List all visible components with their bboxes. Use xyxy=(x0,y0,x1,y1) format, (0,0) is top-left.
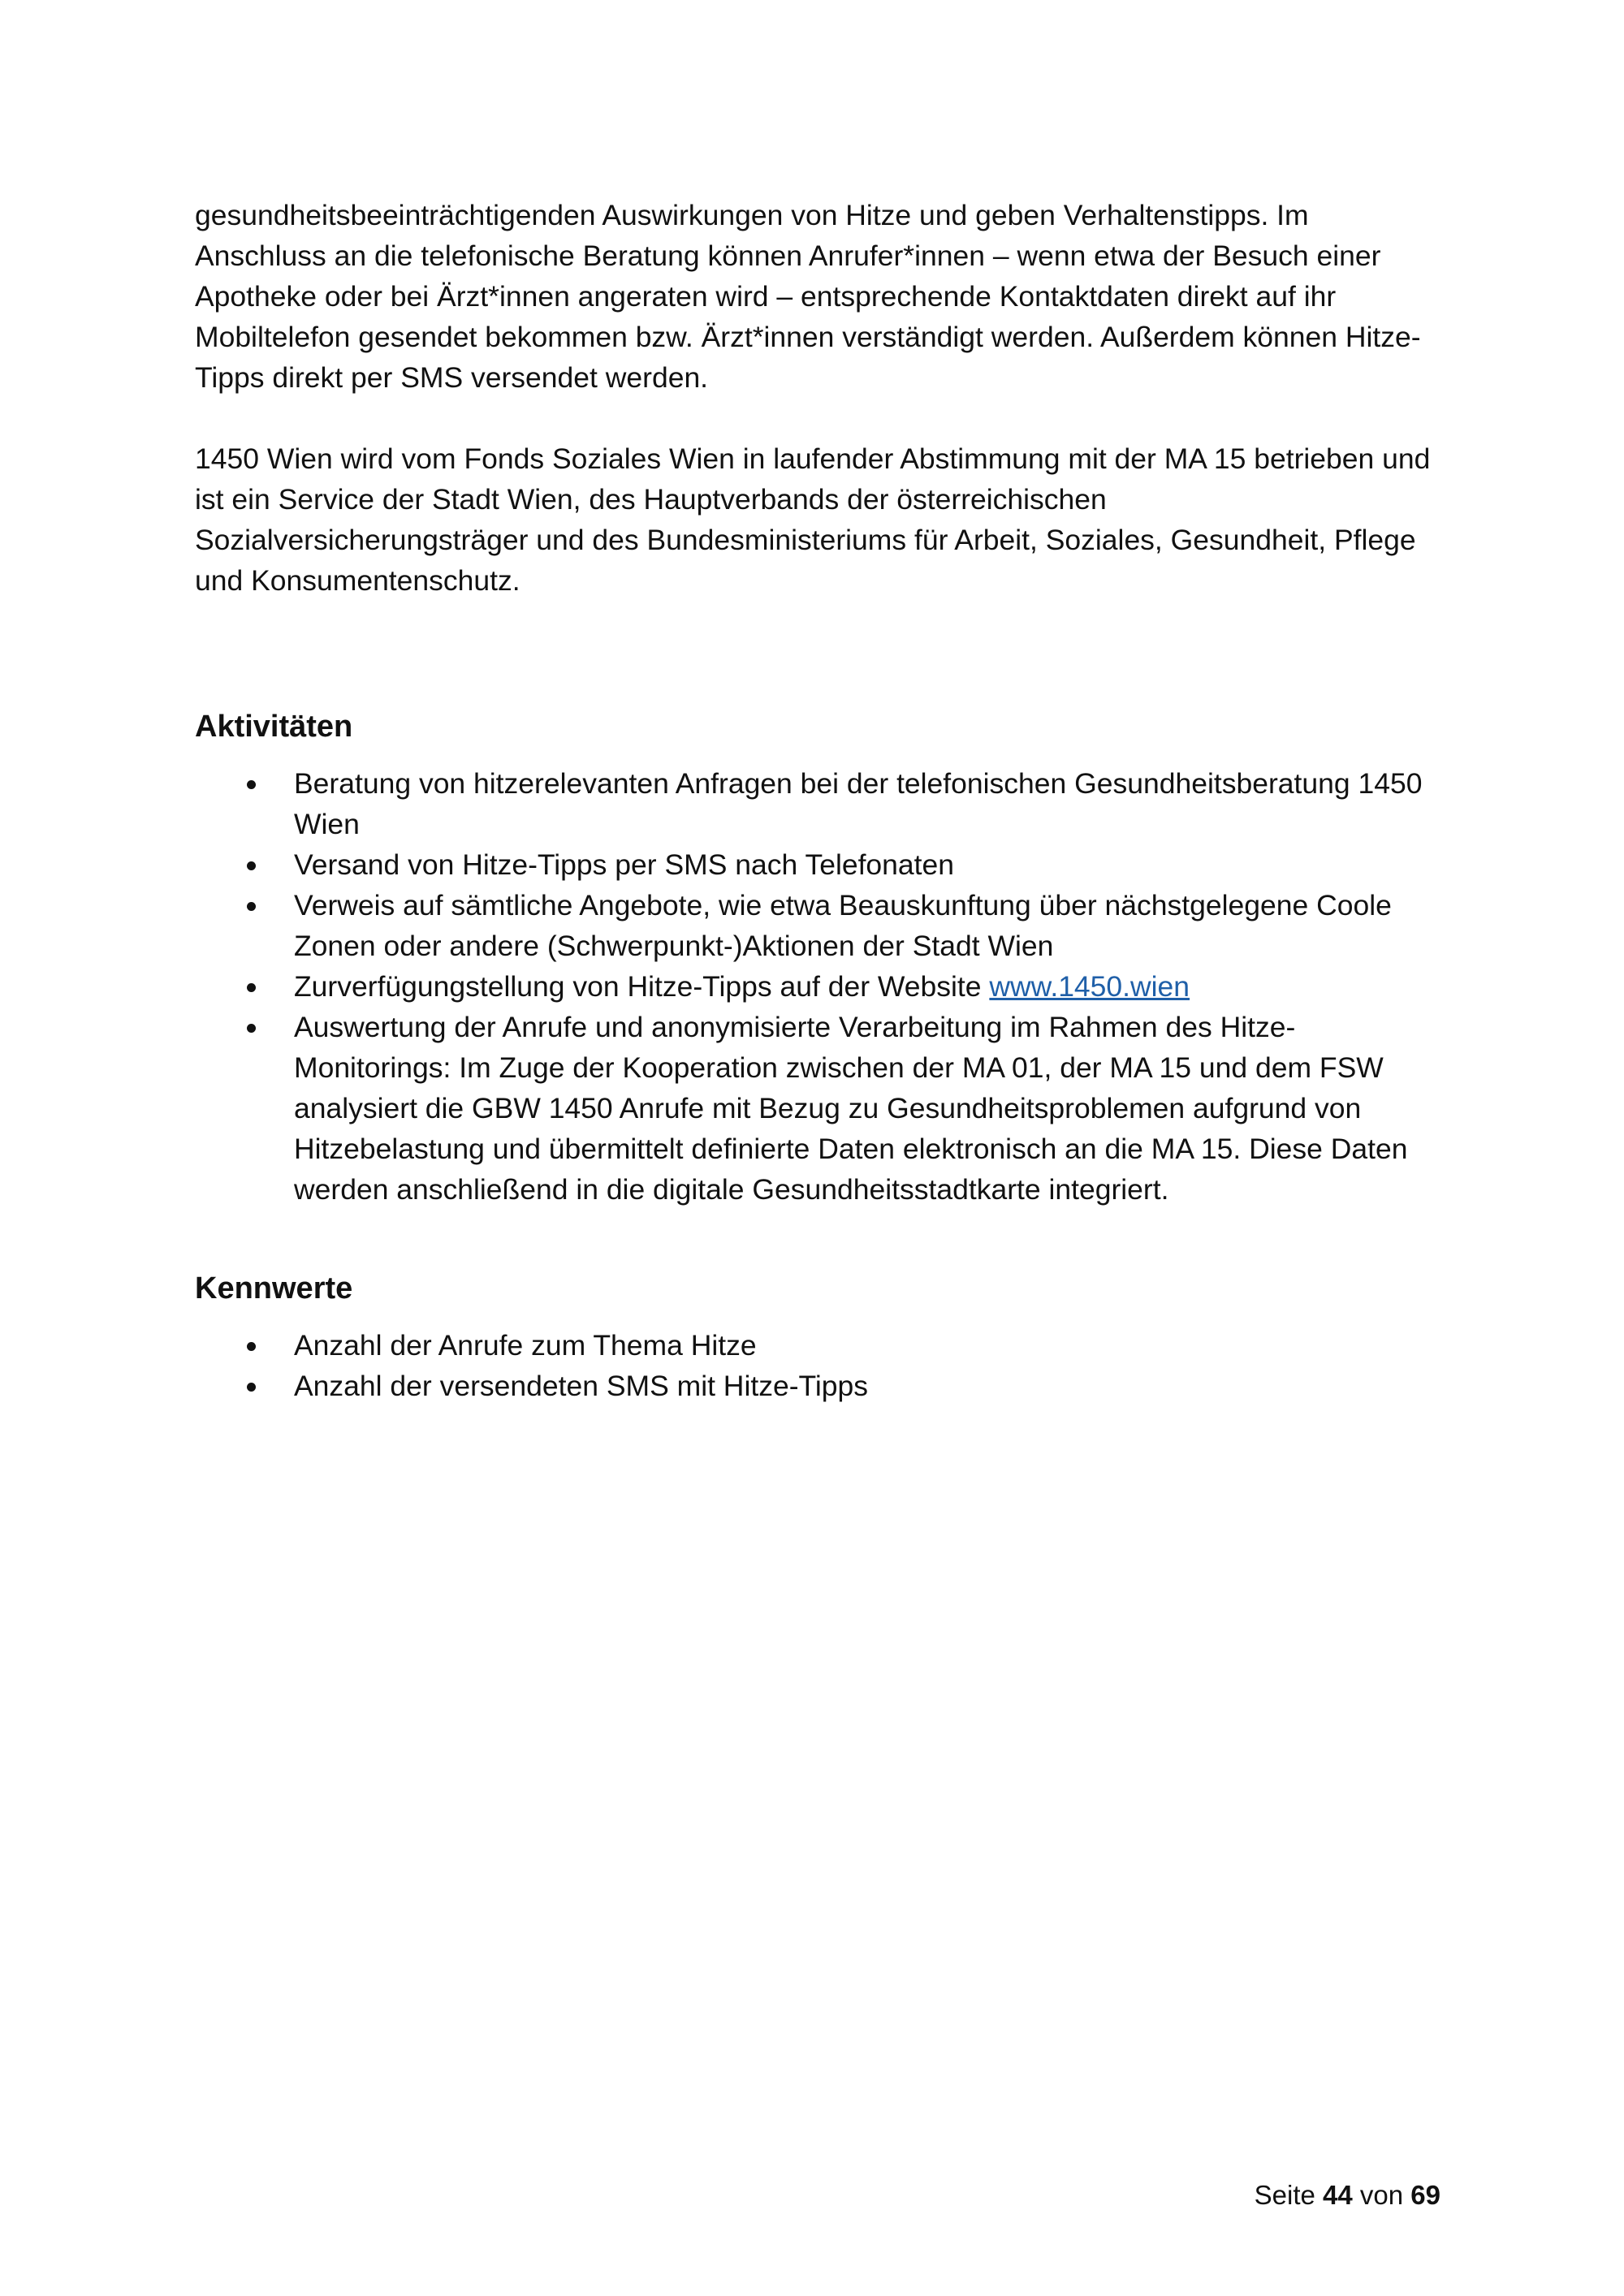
document-page xyxy=(195,195,1445,1406)
list-item-text: Versand von Hitze-Tipps per SMS nach Telefonaten xyxy=(294,848,955,881)
bullet-icon xyxy=(247,1024,256,1033)
activities-list xyxy=(195,763,1445,1210)
list-item xyxy=(195,966,1445,1007)
body-paragraph-2: 1450 Wien wird vom Fonds Soziales Wien in laufender Abstimmung mit der MA 15 betrieben und ist ein Service der Stadt Wien, des Hauptverbands der österreichischen Sozialversicherungsträger und des Bundesministeriums für Arbeit, Soziales, Gesundheit, Pflege und Konsumentenschutz. xyxy=(195,442,1431,597)
kennwerte-heading: Kennwerte xyxy=(195,1271,353,1306)
bullet-icon xyxy=(247,983,256,992)
list-item-text: Auswertung der Anrufe und anonymisierte Verarbeitung im Rahmen des Hitze-Monitorings: Im Zuge der Kooperation zwischen der MA 01, der MA 15 und dem FSW analysiert die GBW 1450 Anrufe mit Bezug zu Gesundheitsproblemen aufgrund von Hitzebelastung und übermittelt definierte Daten elektronisch an die MA 15. Diese Daten werden anschließend in die digitale Gesundheitsstadtkarte integriert. xyxy=(294,1011,1408,1206)
list-item xyxy=(195,844,1445,885)
bullet-icon xyxy=(247,1342,256,1351)
kennwerte-list xyxy=(195,1325,1445,1406)
list-item-text: Zurverfügungstellung von Hitze-Tipps auf der Website xyxy=(294,970,990,1003)
activities-heading: Aktivitäten xyxy=(195,710,353,744)
list-item-text: Beratung von hitzerelevanten Anfragen bei der telefonischen Gesundheitsberatung 1450 Wien xyxy=(294,767,1423,840)
list-item xyxy=(195,763,1445,844)
list-item xyxy=(195,1325,1445,1366)
list-item-text: Verweis auf sämtliche Angebote, wie etwa Beauskunftung über nächstgelegene Coole Zonen oder andere (Schwerpunkt-)Aktionen der Stadt Wien xyxy=(294,889,1392,962)
list-item xyxy=(195,1366,1445,1406)
bullet-icon xyxy=(247,1383,256,1392)
website-link[interactable]: www.1450.wien xyxy=(989,970,1190,1003)
current-page-number: 44 xyxy=(1323,2180,1353,2210)
list-item-text: Anzahl der versendeten SMS mit Hitze-Tipps xyxy=(294,1370,869,1402)
bullet-icon xyxy=(247,780,256,789)
list-item-text: Anzahl der Anrufe zum Thema Hitze xyxy=(294,1329,757,1362)
list-item xyxy=(195,885,1445,966)
bullet-icon xyxy=(247,861,256,870)
page-separator: von xyxy=(1352,2180,1411,2210)
body-paragraph-1: gesundheitsbeeinträchtigenden Auswirkungen von Hitze und geben Verhaltenstipps. Im Anschluss an die telefonische Beratung können Anrufer*innen – wenn etwa der Besuch einer Apotheke oder bei Ärzt*innen angeraten wird – entsprechende Kontaktdaten direkt auf ihr Mobiltelefon gesendet bekommen bzw. Ärzt*innen verständigt werden. Außerdem können Hitze-Tipps direkt per SMS versendet werden. xyxy=(195,199,1421,394)
total-pages-number: 69 xyxy=(1410,2180,1440,2210)
list-item xyxy=(195,1007,1445,1210)
bullet-icon xyxy=(247,902,256,911)
page-label: Seite xyxy=(1254,2180,1324,2210)
page-number-footer xyxy=(1255,2177,1440,2213)
